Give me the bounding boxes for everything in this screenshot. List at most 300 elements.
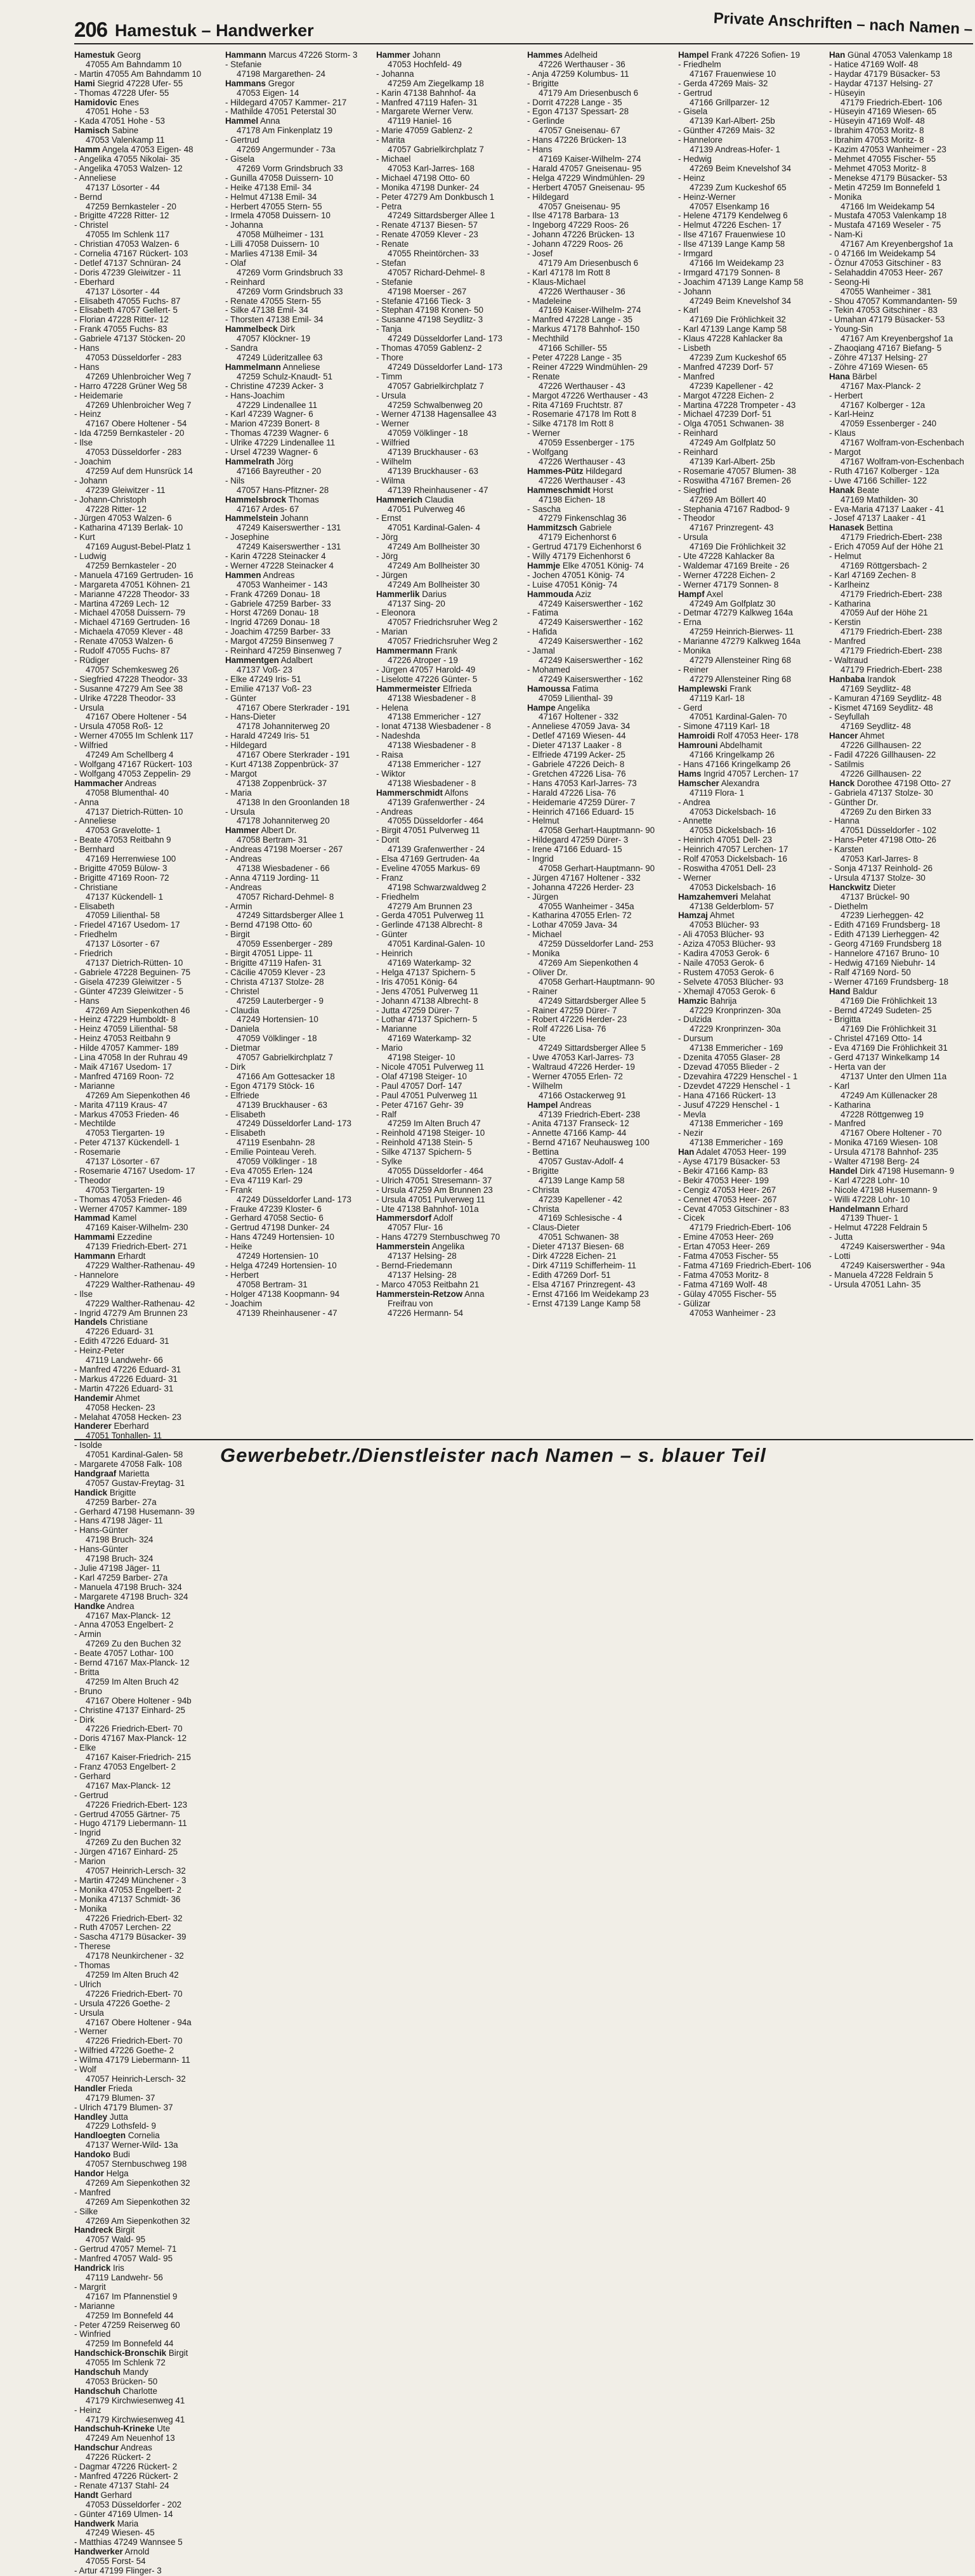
- directory-entry: - Gabriele 47137 Stöcken- 20: [74, 334, 185, 344]
- directory-entry: - Renate: [376, 239, 409, 249]
- directory-entry: - Ute: [527, 1034, 546, 1044]
- directory-entry: - Aziza 47053 Blücher- 93: [678, 939, 776, 949]
- entry-address: 47051 Tonhallen- 11: [86, 1431, 162, 1441]
- directory-entry: - Karl: [829, 1081, 849, 1091]
- entry-address: 47226 Eduard- 31: [86, 1327, 154, 1337]
- directory-entry: - Beate 47057 Lothar- 100: [74, 1648, 174, 1659]
- entry-address: 47053 Gravelotte- 1: [86, 825, 161, 836]
- directory-entry: - Herbert: [829, 390, 863, 400]
- surname: Handels: [74, 1317, 108, 1327]
- entry-details: Johann: [410, 50, 441, 60]
- directory-entry: - Werner 47179 Sonnen- 8: [678, 579, 779, 589]
- entry-address: 47138 Emmericher - 127: [388, 759, 481, 769]
- entry-address: 47139 Andreas-Hofer- 1: [690, 145, 780, 155]
- directory-entry: - Harro 47228 Grüner Weg 58: [74, 381, 187, 391]
- entry-address: 47169 Seydlitz- 48: [841, 721, 911, 732]
- entry-address: 47226 Gillhausen- 22: [841, 740, 922, 751]
- surname: Handreck: [74, 2225, 114, 2235]
- directory-entry: - Karl 47178 Im Rott 8: [527, 267, 610, 277]
- surname: Hammermeister: [376, 683, 441, 693]
- entry-address: 47229 Walther-Rathenau- 49: [86, 1261, 195, 1270]
- entry-details: Andreas: [558, 1100, 592, 1110]
- entry-details: Birgit: [166, 2348, 188, 2358]
- entry-address: 47198 Eichen- 18: [539, 494, 605, 504]
- entry-address: 47179 Am Driesenbusch 6: [539, 258, 639, 268]
- entry-address: 47055 Im Schlenk 72: [86, 2358, 166, 2368]
- surname: Hamrouni: [678, 740, 718, 751]
- directory-entry: - Bekir 47166 Kamp- 83: [678, 1166, 768, 1176]
- surname: Hammje: [527, 560, 561, 570]
- directory-entry: - Monika: [829, 192, 862, 202]
- surname: Handwerk: [74, 2518, 115, 2528]
- directory-entry: - Luise 47051 König- 74: [527, 579, 618, 589]
- entry-address: 47229 Walther-Rathenau- 49: [86, 1279, 195, 1289]
- directory-entry: - Klaus 47228 Kahlacker 8a: [678, 334, 783, 344]
- directory-entry: - Johanna 47226 Herder- 23: [527, 882, 634, 892]
- directory-entry: - Gertrud: [225, 135, 259, 145]
- directory-entry: - Manfred: [678, 371, 715, 381]
- directory-entry: - Andreas: [376, 806, 413, 817]
- directory-entry: - Friedhelm: [376, 891, 419, 902]
- directory-entry: - Christine 47239 Acker- 3: [225, 381, 324, 391]
- entry-address: 47138 Emmericher - 169: [690, 1043, 783, 1053]
- page-number: 206: [74, 18, 108, 41]
- directory-column: [225, 51, 371, 1318]
- directory-entry: - Peter 47137 Kückendell- 1: [74, 1138, 180, 1148]
- entry-address: 47167 Im Pfannenstiel 9: [86, 2291, 178, 2301]
- directory-entry: [225, 325, 371, 334]
- directory-entry: - Liselotte 47226 Günter- 5: [376, 674, 478, 684]
- entry-details: Iris: [110, 2263, 124, 2273]
- directory-entry: - Nils: [225, 475, 245, 485]
- entry-address: 47137 Dietrich-Rütten- 10: [86, 958, 183, 968]
- surname: Hams: [678, 768, 702, 779]
- directory-entry: - Helmut 47226 Eschen- 17: [678, 220, 782, 230]
- entry-address: 47259 Im Alten Bruch 47: [388, 1119, 481, 1129]
- surname: Hammami: [74, 1232, 115, 1242]
- entry-address: 47166 Schiller- 55: [539, 343, 607, 353]
- directory-entry: [74, 1602, 220, 1612]
- entry-address: 47138 Wiesbadener - 8: [388, 693, 476, 703]
- directory-entry: - Gerhard 47198 Husemann- 39: [74, 1506, 195, 1516]
- surname: Hammer: [225, 825, 259, 836]
- directory-entry: [74, 98, 220, 108]
- directory-entry: - Mehmet 47053 Moritz- 8: [829, 163, 927, 173]
- directory-entry: - Jürgen 47053 Walzen- 6: [74, 513, 172, 523]
- directory-entry: - Thorsten 47138 Emil- 34: [225, 315, 324, 325]
- entry-address: 47053 Tiergarten- 19: [86, 1128, 165, 1138]
- entry-address: 47249 Am Golfplatz 50: [690, 438, 776, 448]
- surname: Handschur: [74, 2443, 119, 2453]
- directory-entry: - Sandra: [225, 343, 258, 353]
- entry-address: Freifrau von: [388, 1298, 433, 1308]
- surname: Hammouda: [527, 589, 573, 599]
- directory-entry: - Franz 47053 Engelbert- 2: [74, 1762, 176, 1772]
- directory-entry: - Waltraud 47226 Herder- 19: [527, 1061, 635, 1072]
- directory-entry: [74, 1469, 220, 1479]
- directory-column: [678, 51, 824, 1318]
- entry-address: 47169 Herrenwiese 100: [86, 854, 176, 864]
- entry-address: 47057 Gustav-Freytag- 31: [86, 1478, 185, 1488]
- directory-entry: - Hana 47166 Rückert- 13: [678, 1090, 776, 1100]
- entry-address: 47139 Friedrich-Ebert- 238: [539, 1109, 641, 1119]
- directory-column: [829, 51, 975, 1318]
- directory-entry: - Christa 47137 Stolze- 28: [225, 976, 324, 987]
- entry-address: 47259 Im Alten Bruch 42: [86, 1676, 179, 1686]
- directory-entry: - Günter: [376, 930, 408, 940]
- entry-address: 47249 Kaiserswerther - 94a: [841, 1242, 945, 1252]
- directory-entry: [74, 2443, 220, 2453]
- directory-entry: [74, 2547, 220, 2557]
- directory-entry: - Cennet 47053 Heer- 267: [678, 1194, 777, 1204]
- directory-entry: - Gerd: [678, 702, 702, 713]
- directory-entry: - Ingrid 47269 Donau- 18: [225, 617, 320, 628]
- surname: Handwerker: [74, 2547, 123, 2557]
- surname: Hanak: [829, 485, 855, 495]
- directory-entry: - Jochen 47051 König- 74: [527, 570, 625, 580]
- entry-address: 47269 Am Siepenkothen 32: [86, 2178, 190, 2188]
- directory-entry: - Marianne: [376, 1024, 417, 1034]
- entry-address: 47167 Obere Holtener - 94b: [86, 1695, 192, 1705]
- entry-address: 47057 Gneisenau- 67: [539, 126, 620, 136]
- entry-address: 47138 Emmericher - 169: [690, 1119, 783, 1129]
- surname: Hamzic: [678, 996, 708, 1006]
- directory-entry: - Satilmis: [829, 759, 865, 769]
- entry-address: 47057 Richard-Dehmel- 8: [388, 267, 485, 277]
- entry-address: 47051 Schwanen- 38: [539, 1232, 619, 1242]
- directory-entry: - Haydar 47137 Helsing- 27: [829, 78, 933, 88]
- entry-address: 47053 Dickelsbach- 16: [690, 825, 776, 836]
- surname: Hanck: [829, 778, 855, 788]
- entry-details: Eberhard: [111, 1421, 149, 1431]
- entry-address: 47198 Bruch- 324: [86, 1554, 154, 1564]
- surname: Handt: [74, 2490, 98, 2500]
- surname: Hamzahemveri: [678, 891, 738, 902]
- entry-address: 47053 Eigen- 14: [237, 88, 299, 98]
- entry-address: 47226 Werthauser - 36: [539, 59, 625, 69]
- entry-details: Frank: [727, 683, 752, 693]
- entry-address: 47167 Holtener - 332: [539, 712, 618, 722]
- directory-entry: - Ernst: [376, 513, 402, 523]
- directory-entry: - Werner: [527, 428, 560, 438]
- directory-entry: - Bernd: [74, 192, 102, 202]
- directory-entry: - Christa: [527, 1185, 559, 1195]
- directory-entry: - Xhemajl 47053 Gerok- 6: [678, 986, 776, 996]
- directory-entry: - Kamuran 47169 Seydlitz- 48: [829, 693, 942, 703]
- directory-entry: - Harald 47226 Lisa- 76: [527, 787, 616, 798]
- surname: Hammans: [225, 78, 266, 88]
- directory-entry: - Ionat 47138 Wiesbadener - 8: [376, 721, 491, 732]
- directory-entry: - Eva 47119 Karl- 29: [225, 1175, 303, 1185]
- entry-address: 47226 Rückert- 2: [86, 2452, 151, 2462]
- directory-entry: - Ilse 47167 Frauenwiese 10: [678, 230, 785, 240]
- entry-address: 47057 Elsenkamp 16: [690, 201, 769, 211]
- directory-entry: - Friedel 47167 Usedom- 17: [74, 920, 180, 930]
- entry-address: 47167 Prinzregent- 43: [690, 523, 774, 533]
- entry-address: 47269 Am Böllert 40: [690, 494, 766, 504]
- directory-entry: - Rosemarie 47057 Blumen- 38: [678, 466, 797, 476]
- surname: Hammacher: [74, 778, 123, 788]
- directory-entry: - Hannelore 47167 Bruno- 10: [829, 949, 939, 959]
- entry-address: 47139 Thuer- 1: [841, 1213, 899, 1223]
- directory-entry: - Young-Sin: [829, 324, 874, 334]
- directory-entry: - Theodor: [74, 1175, 111, 1185]
- directory-entry: [829, 486, 975, 496]
- entry-details: Günal 47053 Valenkamp 18: [845, 50, 953, 60]
- directory-entry: - Monika: [678, 646, 711, 656]
- surname: Hamscher: [678, 778, 719, 788]
- directory-entry: - Mehmet 47055 Fischer- 55: [829, 154, 936, 164]
- directory-entry: - Heinz: [74, 409, 101, 419]
- directory-entry: - Brigitte 47228 Ritter- 12: [74, 211, 169, 221]
- directory-entry: - Jutta: [829, 1232, 853, 1242]
- directory-entry: - Dirk 47228 Eichen- 21: [527, 1251, 617, 1261]
- directory-entry: - Bettina: [527, 1147, 559, 1157]
- surname: Handor: [74, 2169, 104, 2178]
- directory-entry: - Stephania 47167 Radbod- 9: [678, 504, 790, 514]
- entry-address: 47226 Atroper - 19: [388, 655, 458, 665]
- entry-address: 47137 Helsing- 28: [388, 1270, 457, 1280]
- directory-entry: - Ralf 47169 Nord- 50: [829, 967, 911, 977]
- entry-address: 47249 Kaiserswerther - 162: [539, 655, 643, 665]
- directory-entry: - Ulrich 47179 Blumen- 37: [74, 2102, 173, 2112]
- surname: Hana: [829, 371, 850, 381]
- entry-address: 47226 Werthauser - 43: [539, 456, 625, 466]
- entry-address: 47259 Schwalbenweg 20: [388, 400, 483, 410]
- directory-entry: - Helga 47249 Hortensien- 10: [225, 1261, 337, 1270]
- directory-entry: - Günter 47239 Gleiwitzer - 5: [74, 986, 183, 996]
- directory-entry: - Gunilla 47058 Duissern- 10: [225, 173, 334, 183]
- directory-entry: - Reinhard 47259 Binsenweg 7: [225, 646, 342, 656]
- directory-entry: - Eveline 47055 Markus- 69: [376, 863, 480, 873]
- entry-address: 47279 Allensteiner Ring 68: [690, 674, 792, 684]
- directory-entry: - Marian: [376, 627, 408, 637]
- directory-entry: - Peter 47279 Am Donkbusch 1: [376, 192, 495, 202]
- entry-details: Adalbert: [278, 655, 313, 665]
- surname: Hammer: [376, 50, 410, 60]
- directory-entry: - Gabriele 47228 Beguinen- 75: [74, 967, 191, 977]
- entry-address: 47166 Grillparzer- 12: [690, 97, 769, 107]
- directory-entry: - Hannelore: [74, 1270, 119, 1280]
- directory-entry: - Elisabeth: [225, 1128, 266, 1138]
- directory-entry: - Frank 47055 Fuchs- 83: [74, 324, 167, 334]
- directory-entry: - Mohamed: [527, 664, 570, 674]
- entry-address: 47119 Landwehr- 66: [86, 1355, 163, 1365]
- entry-address: 47259 Lauterberger - 9: [237, 996, 324, 1006]
- surname: Handerer: [74, 1421, 112, 1431]
- entry-address: 47051 Kardinal-Galen- 58: [86, 1450, 183, 1460]
- directory-column: [74, 1318, 220, 2576]
- directory-entry: - Manfred 47169 Roon- 72: [74, 1071, 174, 1081]
- directory-entry: - Cicek: [678, 1213, 705, 1223]
- directory-entry: - Cornelia 47167 Rückert- 103: [74, 249, 188, 259]
- entry-address: 47137 Brückel- 90: [841, 891, 910, 902]
- entry-address: 47178 Johanniterweg 20: [237, 721, 330, 732]
- entry-address: 47169 August-Bebel-Platz 1: [86, 542, 192, 552]
- directory-entry: - Kadira 47053 Gerok- 6: [678, 949, 769, 959]
- directory-entry: - Werner 47228 Eichen- 2: [678, 570, 776, 580]
- surname: Hammes-Pütz: [527, 466, 584, 476]
- entry-address: 47166 Ostackerweg 91: [539, 1090, 626, 1100]
- directory-entry: - Mechthild: [527, 334, 569, 344]
- directory-entry: - Manfred 47057 Wald- 95: [74, 2254, 173, 2264]
- entry-address: 47179 Friedrich-Ebert- 238: [841, 664, 943, 674]
- entry-address: 47179 Friedrich-Ebert- 238: [841, 589, 943, 599]
- surname: Hammerich: [376, 494, 422, 504]
- directory-entry: - Harald 47057 Gneisenau- 95: [527, 163, 642, 173]
- directory-entry: - Wilma 47179 Liebermann- 11: [74, 2055, 190, 2065]
- entry-address: 47167 Max-Planck- 2: [841, 381, 921, 391]
- directory-entry: - Jutta 47259 Dürer- 7: [376, 1005, 459, 1015]
- directory-entry: - Martin 47055 Am Bahndamm 10: [74, 69, 202, 79]
- directory-entry: - Hans 47226 Brücken- 13: [527, 135, 627, 145]
- entry-address: 47058 Bertram- 31: [237, 835, 308, 845]
- directory-entry: - Gabriele 47226 Deich- 8: [527, 759, 625, 769]
- directory-entry: - Mustafa 47169 Weseler - 75: [829, 220, 941, 230]
- directory-entry: - Helmut 47228 Feldrain 5: [829, 1223, 927, 1233]
- directory-entry: [829, 779, 975, 789]
- entry-address: 47059 Lilienthal- 58: [86, 910, 160, 921]
- directory-entry: - Gabriela 47137 Stolze- 30: [829, 787, 933, 798]
- entry-address: 47259 Im Bonnefeld 44: [86, 2339, 174, 2349]
- directory-entry: - Monika 47198 Dunker- 24: [376, 182, 480, 192]
- entry-address: 47226 Werthauser - 43: [539, 475, 625, 485]
- directory-entry: - Renate 47053 Walzen- 6: [74, 636, 173, 647]
- directory-entry: - Ute 47138 Bahnhof- 101a: [376, 1204, 479, 1214]
- directory-entry: - Simone 47119 Karl- 18: [678, 721, 770, 732]
- directory-entry: - Gülay 47055 Fischer- 55: [678, 1289, 776, 1299]
- entry-address: 47057 Heinrich-Lersch- 32: [86, 1866, 186, 1876]
- directory-entry: - Hans-Dieter: [225, 712, 276, 722]
- directory-entry: - Gisela: [678, 107, 708, 117]
- directory-entry: - Harald 47249 Iris- 51: [225, 731, 310, 741]
- directory-entry: - Angelika 47053 Walzen- 12: [74, 163, 183, 173]
- directory-entry: - Hildegard 47057 Kammer- 217: [225, 97, 347, 107]
- directory-entry: - Michael: [376, 154, 411, 164]
- entry-address: 47269 Am Siepenkothen 32: [86, 2197, 190, 2207]
- surname: Hammeschmidt: [527, 485, 591, 495]
- directory-entry: - Heidemarie 47259 Dürer- 7: [527, 797, 636, 807]
- directory-entry: - Britta: [74, 1667, 100, 1677]
- directory-entry: [678, 911, 824, 921]
- directory-entry: - Gretchen 47226 Lisa- 76: [527, 768, 626, 779]
- directory-entry: - Rosemarie: [74, 1147, 121, 1157]
- directory-entry: - Maik 47167 Usedom- 17: [74, 1061, 173, 1072]
- entry-address: 47138 Gelderblom- 57: [690, 901, 775, 911]
- directory-entry: - Bernd-Friedemann: [376, 1261, 452, 1270]
- directory-entry: - Hüseyin: [829, 88, 865, 98]
- entry-address: 47169 Schlesische - 4: [539, 1213, 622, 1223]
- directory-entry: - Margarete Werner Verw.: [376, 107, 474, 117]
- entry-address: 47249 Hortensien- 10: [237, 1251, 318, 1261]
- directory-entry: [225, 79, 371, 89]
- directory-entry: - Silke 47137 Spichern- 5: [376, 1147, 472, 1157]
- directory-entry: - Marie 47059 Gablenz- 2: [376, 126, 473, 136]
- directory-entry: - Bernhard: [74, 844, 115, 855]
- directory-entry: - Walter 47198 Berg- 24: [829, 1157, 920, 1167]
- directory-entry: [527, 51, 673, 60]
- entry-address: 47269 Am Siepenkothen 4: [539, 958, 639, 968]
- directory-entry: - Olga 47051 Schwanen- 38: [678, 419, 784, 429]
- directory-entry: - Diethelm: [829, 901, 868, 911]
- entry-details: Arnold: [122, 2547, 150, 2557]
- entry-details: Gerhard: [98, 2490, 132, 2500]
- directory-entry: - Christiane: [74, 882, 118, 892]
- directory-entry: - Johann: [74, 475, 108, 485]
- directory-entry: - Dorrit 47228 Lange - 35: [527, 97, 622, 107]
- directory-entry: - Werner: [74, 2027, 107, 2037]
- directory-entry: - Ingeborg 47229 Roos- 26: [527, 220, 629, 230]
- surname: Hammad: [74, 1213, 110, 1223]
- entry-address: 47139 Bruckhauser - 63: [388, 466, 478, 476]
- surname: Hamoussa: [527, 683, 570, 693]
- directory-entry: - Wilfried 47226 Goethe- 2: [74, 2046, 174, 2056]
- directory-entry: - Gerlinde 47138 Albrecht- 8: [376, 920, 483, 930]
- directory-entry: - Friedrich: [74, 949, 113, 959]
- directory-entry: - Helmut: [829, 551, 861, 562]
- entry-details: Enes: [117, 97, 139, 107]
- surname: Hampel: [678, 50, 709, 60]
- directory-entry: - Hans: [74, 343, 100, 353]
- directory-entry: - Eleonora: [376, 608, 416, 618]
- surname: Hampe: [527, 702, 556, 713]
- entry-address: 47249 Düsseldorfer Land- 173: [388, 334, 502, 344]
- directory-entry: - Jamal: [527, 646, 555, 656]
- entry-details: Rolf 47053 Heer- 178: [715, 731, 799, 741]
- directory-entry: - Theodor: [678, 513, 715, 523]
- directory-entry: - Horst 47269 Donau- 18: [225, 608, 319, 618]
- entry-address: 47249 Beim Knevelshof 34: [690, 296, 792, 306]
- directory-entry: [527, 562, 673, 571]
- entry-address: 47169 Die Fröhlichkeit 31: [841, 1024, 937, 1034]
- entry-address: 47269 Beim Knevelshof 34: [690, 163, 792, 173]
- entry-address: 47169 Die Fröhlichkeit 32: [690, 315, 786, 325]
- surname: Hammelmann: [225, 362, 281, 372]
- entry-address: 47058 Blumenthal- 40: [86, 787, 169, 798]
- directory-entry: - Peter 47259 Reiserweg 60: [74, 2320, 180, 2330]
- directory-entry: - Detlef 47137 Schnüran- 24: [74, 258, 181, 268]
- directory-entry: [225, 363, 371, 372]
- directory-entry: - Paul 47057 Dorf- 147: [376, 1081, 462, 1091]
- surname: Handloegten: [74, 2131, 126, 2141]
- directory-entry: - Bernd 47249 Sudeten- 25: [829, 1005, 932, 1015]
- directory-entry: - Winfried: [74, 2329, 111, 2339]
- entry-address: 47057 Gustav-Adolf- 4: [539, 1157, 624, 1167]
- entry-address: 47167 Wolfram-von-Eschenbach: [841, 456, 964, 466]
- directory-entry: - Seong-Hi: [829, 277, 870, 287]
- entry-address: 47119 Karl- 18: [690, 693, 745, 703]
- directory-entry: - Dirk: [74, 1714, 95, 1725]
- entry-address: 47059 Völklinger - 18: [237, 1034, 317, 1044]
- directory-entry: - Ursula: [678, 532, 708, 542]
- directory-entry: - Willy 47179 Eichenhorst 6: [527, 551, 631, 562]
- entry-address: 47051 Hohe - 53: [86, 107, 149, 117]
- directory-entry: - Mario: [376, 1043, 403, 1053]
- entry-address: 47058 Hecken- 23: [86, 1402, 155, 1412]
- directory-entry: - Michael 47239 Dorf- 51: [678, 409, 772, 419]
- directory-entry: - Fatima: [527, 608, 559, 618]
- directory-entry: - Raisa: [376, 750, 403, 760]
- entry-address: 47053 Düsseldorfer - 283: [86, 447, 182, 457]
- directory-entry: - Zöhre 47137 Helsing- 27: [829, 353, 928, 362]
- entry-address: 47226 Werthauser - 43: [539, 381, 625, 391]
- entry-address: 47053 Wanheimer - 23: [690, 1308, 776, 1318]
- directory-entry: - Sylke: [376, 1157, 402, 1167]
- directory-entry: - Michael: [527, 930, 562, 940]
- entry-address: 47058 Bertram- 31: [237, 1279, 308, 1289]
- entry-address: 47057 Gabrielkirchplatz 7: [388, 145, 484, 155]
- entry-address: 47058 Mülheimer - 131: [237, 230, 324, 240]
